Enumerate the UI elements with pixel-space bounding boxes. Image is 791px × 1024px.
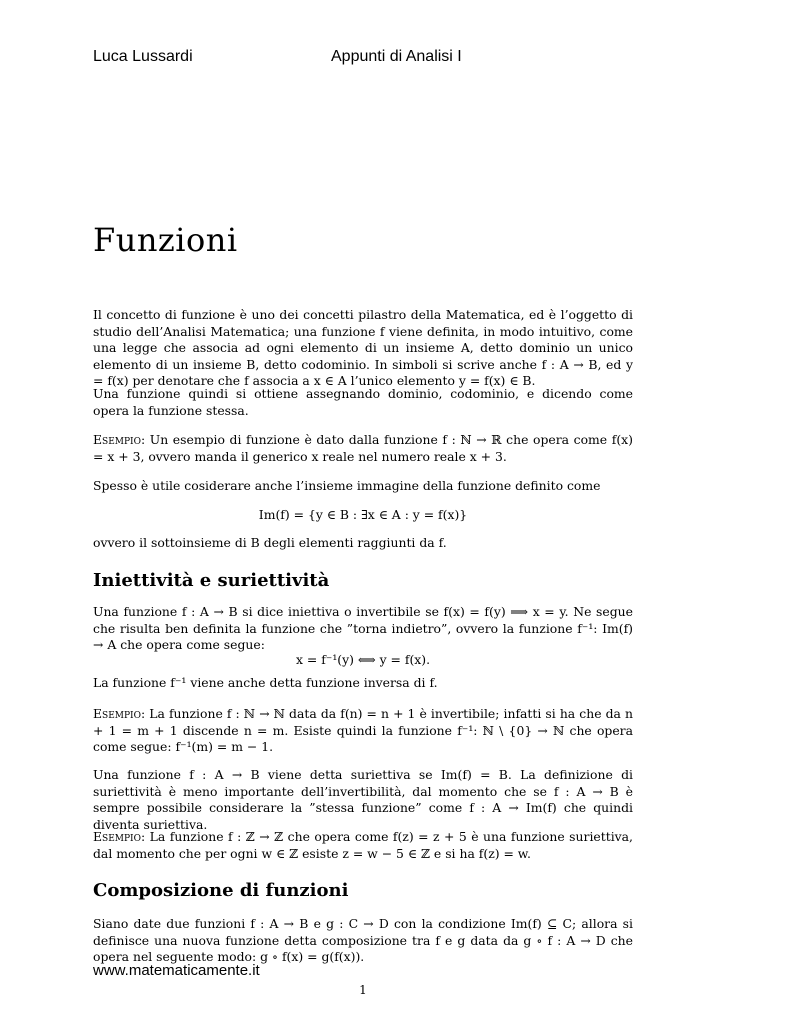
example-label: Esempio:: [93, 829, 146, 844]
image-intro-text: Spesso è utile cosiderare anche l’insieme immagine della funzione definito come: [93, 478, 601, 493]
example-injective: [93, 706, 633, 756]
inverse-name-text: La funzione f⁻¹ viene anche detta funzione inversa di f.: [93, 675, 438, 690]
surjectivity-text: Una funzione f : A → B viene detta suriettiva se Im(f) = B. La definizione di suriettività è meno importante dell’invertibilità, dal momento che se f : A → B è sempre possibile considerare la ”stessa funzione” come f : A → Im(f) che quindi diventa suriettiva.: [93, 767, 633, 832]
page-number: 1: [359, 983, 367, 997]
composition-text: Siano date due funzioni f : A → B e g : C → D con la condizione Im(f) ⊆ C; allora si definisce una nuova funzione detta composizione tra f e g data da g ∘ f : A → D che opera nel seguente modo: g ∘ f(x) = g(f(x)).: [93, 916, 633, 964]
intro-paragraph: Il concetto di funzione è uno dei concetti pilastro della Matematica, ed è l’oggetto di studio dell’Analisi Matematica; una funzione f viene definita, in modo intuitivo, come una legge che associa ad ogni elemento di un insieme A, detto dominio un unico elemento di un insieme B, detto codominio. In simboli si scrive anche f : A → B, ed y = f(x) per denotare che f associa a x ∈ A l’unico elemento y = f(x) ∈ B.: [93, 307, 633, 388]
image-equation: Im(f) = {y ∈ B : ∃x ∈ A : y = f(x)}: [258, 507, 468, 522]
example-surjective: [93, 829, 633, 862]
inverse-equation: x = f⁻¹(y) ⟺ y = f(x).: [295, 652, 431, 667]
example-text: La funzione f : ℤ → ℤ che opera come f(z) = z + 5 è una funzione suriettiva, dal momento che per ogni w ∈ ℤ esiste z = w − 5 ∈ ℤ e si ha f(z) = w.: [93, 829, 633, 861]
example-intro: [93, 432, 633, 465]
section-heading-composition: Composizione di funzioni: [93, 880, 349, 901]
page-title: Funzioni: [93, 221, 238, 259]
header-course-title: Appunti di Analisi I: [331, 48, 462, 65]
image-after-text: ovvero il sottoinsieme di B degli elementi raggiunti da f.: [93, 535, 447, 550]
section-heading-injectivity: Iniettività e suriettività: [93, 570, 330, 591]
header-author: Luca Lussardi: [93, 48, 193, 65]
example-text: Un esempio di funzione è dato dalla funzione f : ℕ → ℝ che opera come f(x) = x + 3, ovvero manda il generico x reale nel numero reale x + 3.: [93, 432, 633, 464]
example-label: Esempio:: [93, 432, 146, 447]
example-label: Esempio:: [93, 706, 146, 721]
intro-paragraph-2: Una funzione quindi si ottiene assegnando dominio, codominio, e dicendo come opera la funzione stessa.: [93, 386, 633, 418]
injectivity-text: Una funzione f : A → B si dice iniettiva o invertibile se f(x) = f(y) ⟹ x = y. Ne segue che risulta ben definita la funzione che ”torna indietro”, ovvero la funzione f⁻¹: Im(f) → A che opera come segue:: [93, 604, 633, 652]
example-text: La funzione f : ℕ → ℕ data da f(n) = n + 1 è invertibile; infatti si ha che da n + 1 = m + 1 discende n = m. Esiste quindi la funzione f⁻¹: ℕ \ {0} → ℕ che opera come segue: f⁻¹(m) = m − 1.: [93, 706, 633, 754]
footer-url[interactable]: www.matematicamente.it: [93, 962, 260, 979]
